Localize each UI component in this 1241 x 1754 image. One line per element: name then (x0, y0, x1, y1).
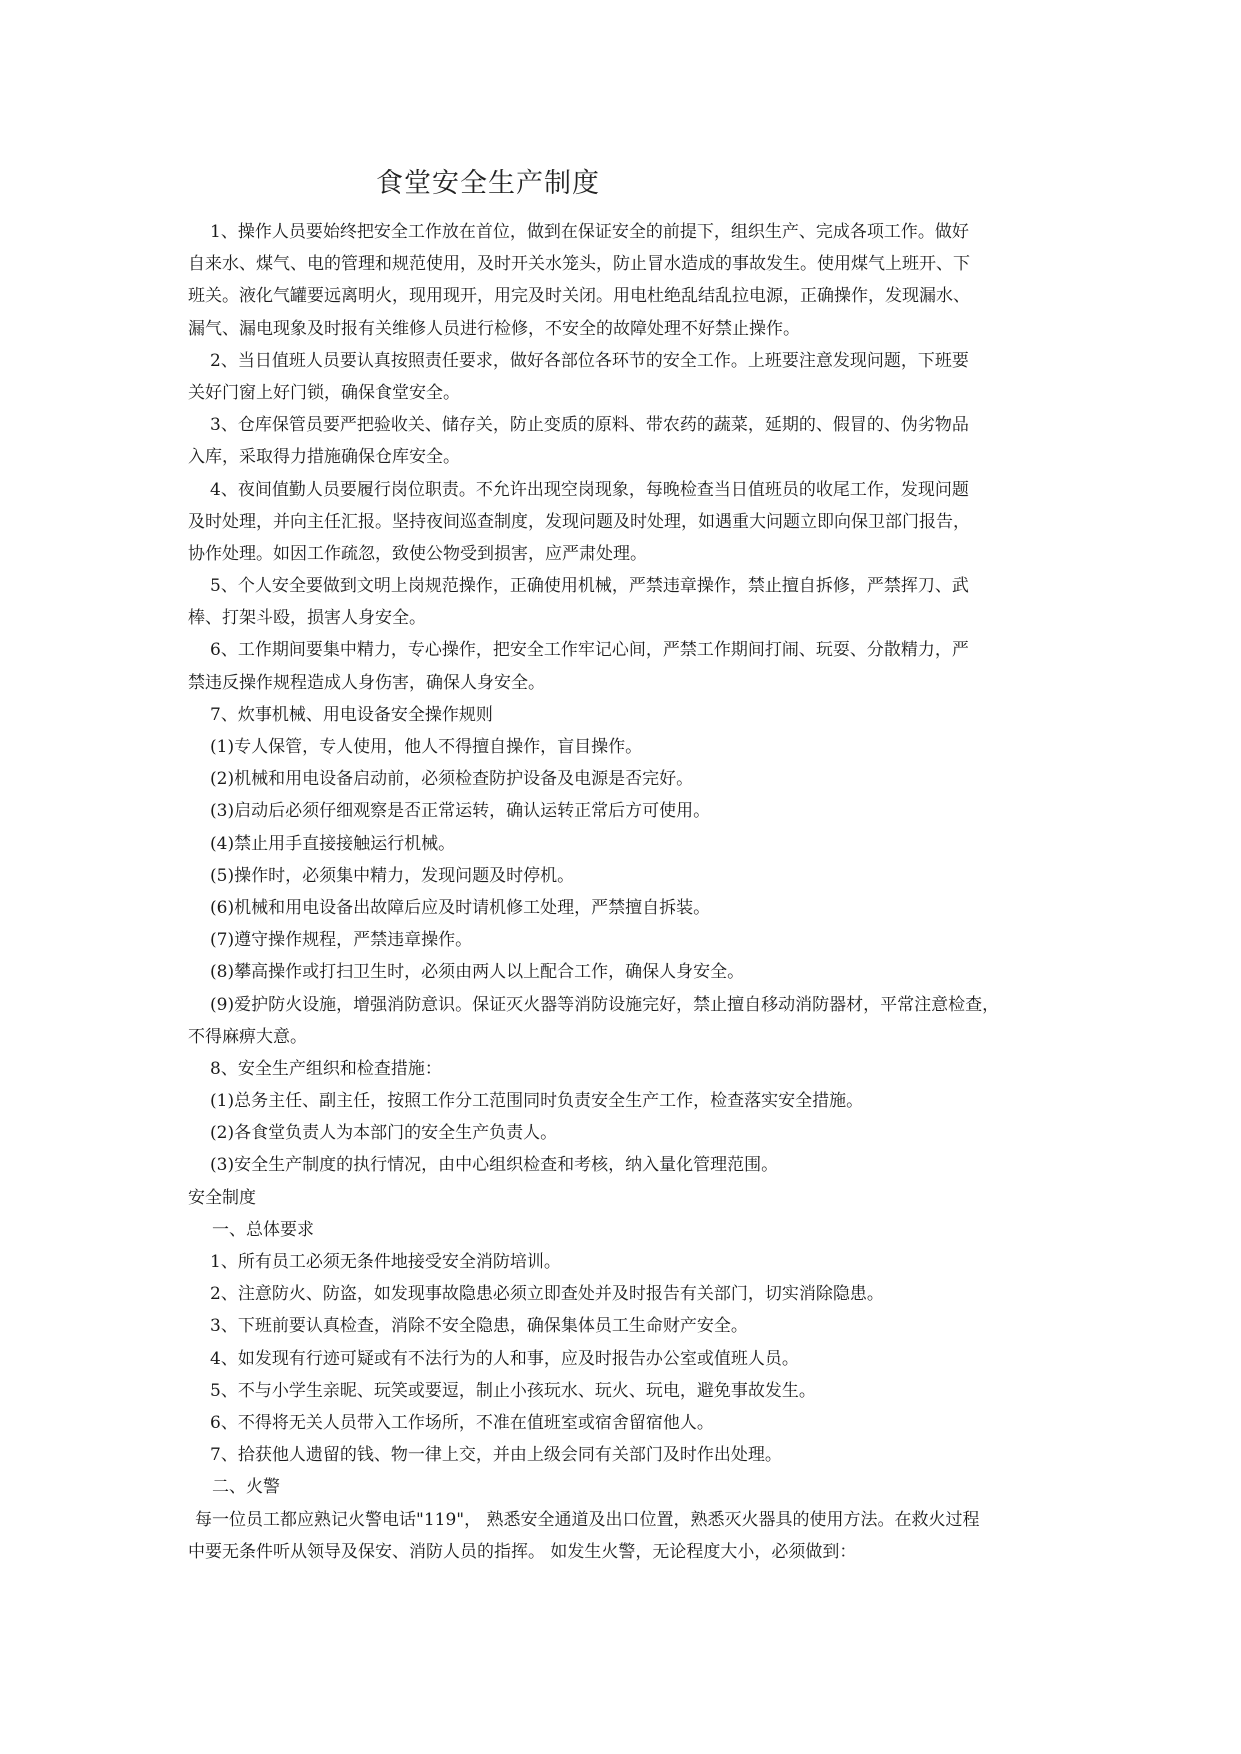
text-line: 每一位员工都应熟记火警电话"119"， 熟悉安全通道及出口位置，熟悉灭火器具的使用方法。在救火过程 (195, 1509, 980, 1530)
text-line: 5、不与小学生亲昵、玩笑或要逗，制止小孩玩水、玩火、玩电，避免事故发生。 (210, 1380, 816, 1401)
text-line: 4、夜间值勤人员要履行岗位职责。不允许出现空岗现象，每晚检查当日值班员的收尾工作，发现问题 (210, 479, 969, 500)
text-line: 关好门窗上好门锁，确保食堂安全。 (188, 382, 460, 403)
text-line: (1)专人保管，专人使用，他人不得擅自操作，盲目操作。 (210, 737, 643, 757)
text-line: (1)总务主任、副主任，按照工作分工范围同时负责安全生产工作，检查落实安全措施。 (210, 1091, 864, 1112)
text-line: 2、当日值班人员要认真按照责任要求，做好各部位各环节的安全工作。上班要注意发现问题，下班要 (210, 350, 969, 371)
text-line: 1、所有员工必须无条件地接受安全消防培训。 (210, 1252, 561, 1272)
text-line: 5、个人安全要做到文明上岗规范操作，正确使用机械，严禁违章操作，禁止擅自拆修，严禁挥刀、武 (210, 576, 969, 597)
text-line: (8)攀高操作或打扫卫生时，必须由两人以上配合工作，确保人身安全。 (210, 962, 745, 983)
text-line: 棒、打架斗殴，损害人身安全。 (188, 608, 426, 629)
text-line: 及时处理，并向主任汇报。坚持夜间巡查制度，发现问题及时处理，如遇重大问题立即向保卫部门报告， (188, 511, 970, 532)
text-line: 中要无条件听从领导及保安、消防人员的指挥。 如发生火警，无论程度大小，必须做到： (188, 1541, 857, 1562)
text-line: (2)各食堂负责人为本部门的安全生产负责人。 (210, 1123, 558, 1144)
text-line: (2)机械和用电设备启动前，必须检查防护设备及电源是否完好。 (210, 769, 694, 790)
text-line: 7、拾获他人遗留的钱、物一律上交，并由上级会同有关部门及时作出处理。 (210, 1445, 782, 1466)
text-line: 2、注意防火、防盗，如发现事故隐患必须立即查处并及时报告有关部门，切实消除隐患。 (210, 1284, 884, 1305)
text-line: 4、如发现有行迹可疑或有不法行为的人和事，应及时报告办公室或值班人员。 (210, 1348, 799, 1369)
text-line: 8、安全生产组织和检查措施： (210, 1058, 442, 1079)
text-line: 自来水、煤气、电的管理和规范使用，及时开关水笼头，防止冒水造成的事故发生。使用煤气上班开、下 (188, 254, 970, 275)
text-line: 3、仓库保管员要严把验收关、储存关，防止变质的原料、带农药的蔬菜，延期的、假冒的、伪劣物品 (210, 415, 969, 436)
text-line: (6)机械和用电设备出故障后应及时请机修工处理，严禁擅自拆装。 (210, 897, 711, 918)
text-line: 入库，采取得力措施确保仓库安全。 (188, 447, 460, 468)
text-line: 不得麻痹大意。 (188, 1026, 307, 1047)
text-line: 安全制度 (188, 1187, 256, 1208)
text-line: 6、不得将无关人员带入工作场所，不准在值班室或宿舍留宿他人。 (210, 1412, 714, 1433)
text-line: 6、工作期间要集中精力，专心操作，把安全工作牢记心间，严禁工作期间打闹、玩耍、分散精力，严 (210, 640, 969, 661)
text-line: (3)安全生产制度的执行情况，由中心组织检查和考核，纳入量化管理范围。 (210, 1155, 779, 1176)
text-line: (5)操作时，必须集中精力，发现问题及时停机。 (210, 865, 575, 886)
text-line: (9)爱护防火设施，增强消防意识。保证灭火器等消防设施完好，禁止擅自移动消防器材，平常注意检查， (210, 994, 1000, 1015)
text-line: 一、总体要求 (212, 1219, 314, 1240)
text-line: 二、火警 (212, 1477, 280, 1498)
text-line: 3、下班前要认真检查，消除不安全隐患，确保集体员工生命财产安全。 (210, 1316, 748, 1337)
document-title: 食堂安全生产制度 (376, 168, 600, 199)
text-line: 漏气、漏电现象及时报有关维修人员进行检修，不安全的故障处理不好禁止操作。 (188, 318, 800, 339)
text-line: 班关。液化气罐要远离明火，现用现开，用完及时关闭。用电杜绝乱结乱拉电源，正确操作，发现漏水、 (188, 286, 970, 307)
text-line: (7)遵守操作规程，严禁违章操作。 (210, 930, 473, 951)
document-body (188, 216, 1050, 1568)
text-line: (4)禁止用手直接接触运行机械。 (210, 833, 456, 854)
text-line: 7、炊事机械、用电设备安全操作规则 (210, 704, 493, 725)
text-line: (3)启动后必须仔细观察是否正常运转，确认运转正常后方可使用。 (210, 801, 711, 822)
text-line: 协作处理。如因工作疏忽，致使公物受到损害，应严肃处理。 (188, 543, 647, 564)
text-line: 禁违反操作规程造成人身伤害，确保人身安全。 (188, 672, 545, 693)
text-line: 1、操作人员要始终把安全工作放在首位，做到在保证安全的前提下，组织生产、完成各项工作。做好 (210, 222, 969, 242)
